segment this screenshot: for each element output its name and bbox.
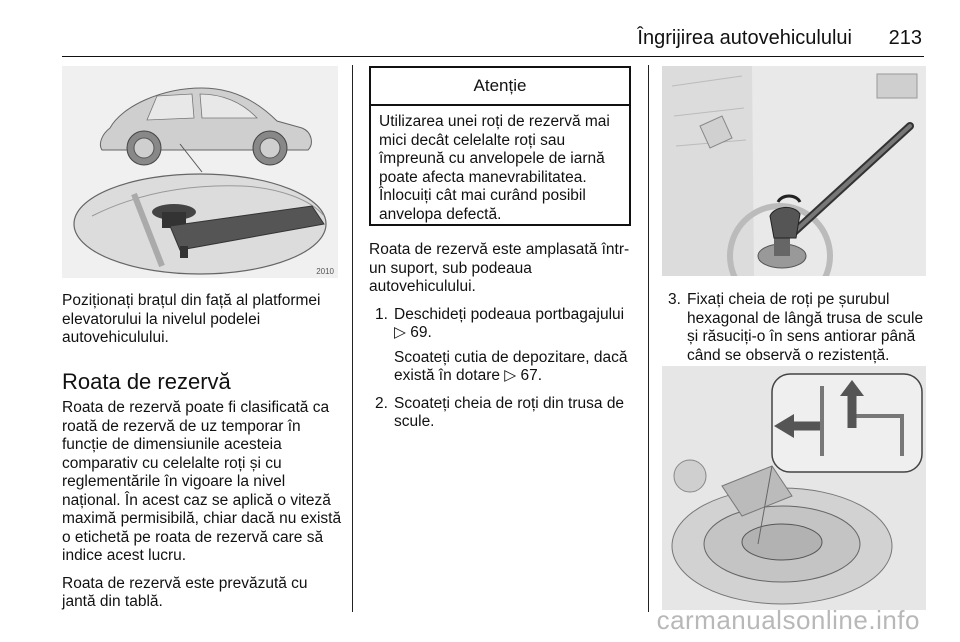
warning-title: Atenție [371, 68, 629, 106]
intro-paragraph: Poziționați brațul din față al platformei elevatorului la nivelul podelei autovehiculului. [62, 292, 321, 346]
spare-wheel-paragraph-1: Roata de rezervă poate fi clasificată ca roată de rezervă de uz temporar în funcție de dimensiunile acesteia comparativ cu celelalte roți și cu reglementările în vigoare la nivel național. În acest caz se aplică o viteză maximă permisibilă, chiar dacă nu există o etichetă pe roata de rezervă care să indice acest lucru. [62, 399, 342, 564]
step-number: 3. [668, 291, 681, 308]
spare-wheel-paragraph-2: Roata de rezervă este prevăzută cu jantă din tablă. [62, 574, 308, 610]
header-rule [62, 56, 924, 57]
step-text: Fixați cheia de roți pe șurubul hexagonal de lângă trusa de scule și răsuciți-o în sens antiorar până când se observă o rezistență. [687, 291, 924, 364]
step-number: 1. [375, 305, 388, 323]
step-text: Deschideți podeaua portbagajului [394, 305, 625, 323]
figure-car-lift [62, 66, 338, 278]
warning-body: Utilizarea unei roți de rezervă mai mici decât celelalte roți sau împreună cu anvelopele de iarnă poate afecta manevrabilitatea. Înlocuiți cât mai curând posibil anvelopa defectă. [379, 113, 610, 223]
step-sub-ref-page[interactable]: 67. [520, 367, 543, 384]
figure-spare-compartment [662, 366, 926, 610]
watermark: carmanualsonline.info [656, 605, 920, 635]
reference-arrow-icon[interactable]: ▷ [394, 324, 406, 341]
steps-list-continued [662, 291, 930, 365]
step-ref-page[interactable]: 69. [410, 324, 432, 341]
header-title: Îngrijirea autovehiculului [637, 27, 852, 49]
column-divider-left [352, 65, 353, 612]
step-item [662, 291, 930, 365]
step-item [369, 395, 635, 432]
step-number: 2. [375, 394, 388, 412]
steps-list [369, 306, 635, 432]
figure-wrench-hex-bolt [662, 66, 926, 276]
page-number: 213 [888, 27, 922, 49]
left-column-body [62, 399, 344, 621]
right-column-body [662, 291, 930, 374]
step-text: Scoateți cheia de roți din trusa de scule. [394, 394, 625, 430]
section-heading: Roata de rezervă [62, 369, 231, 394]
step-item [369, 306, 635, 386]
warning-box [369, 66, 631, 226]
step-sub-text: Scoateți cutia de depozitare, dacă există în dotare ▷ 67. [394, 348, 628, 384]
left-column-intro [62, 292, 344, 357]
reference-arrow-icon[interactable]: ▷ [504, 367, 517, 384]
middle-column-body [369, 241, 635, 441]
figure-code: 2010 [316, 267, 334, 276]
column-divider-right [648, 65, 649, 612]
middle-intro-paragraph: Roata de rezervă este amplasată într-un suport, sub podeaua autovehiculului. [369, 241, 630, 295]
